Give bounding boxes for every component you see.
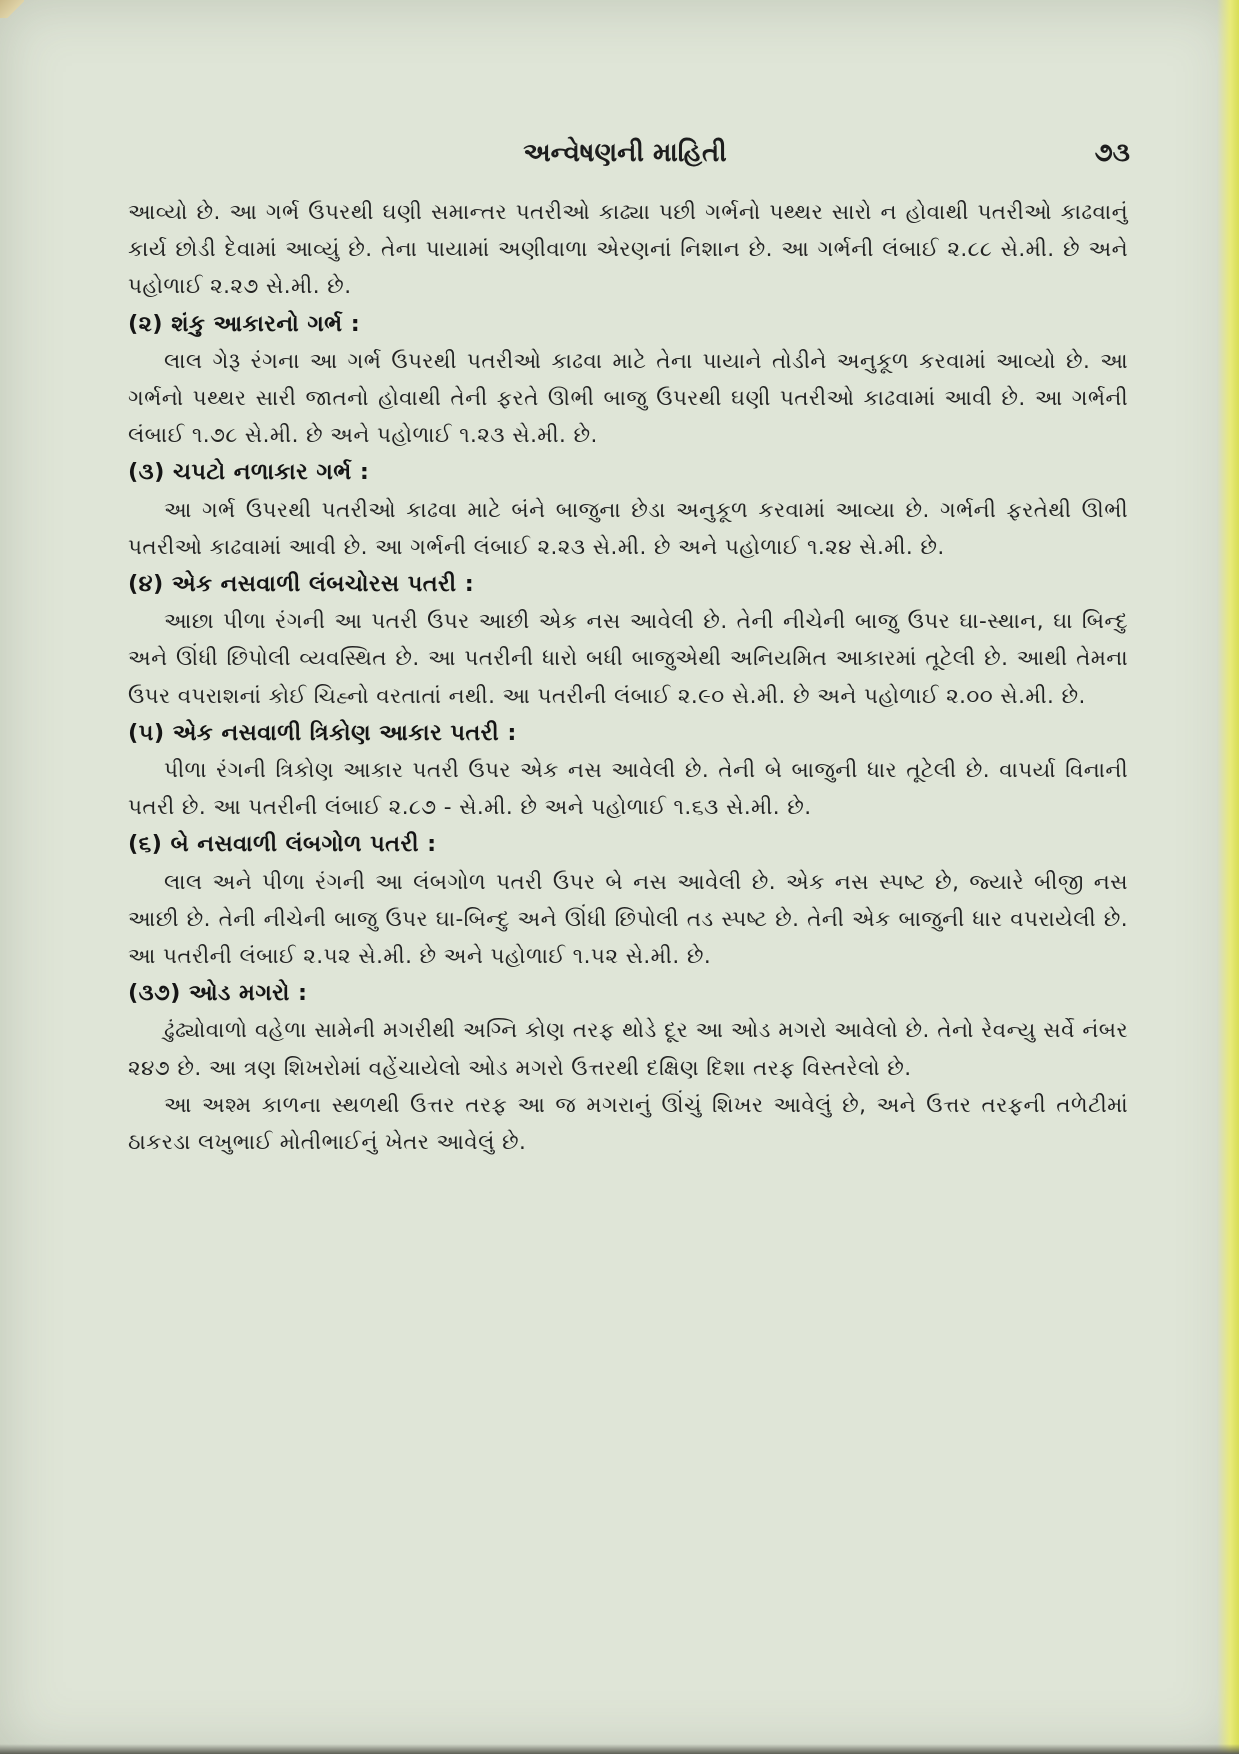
intro-paragraph: આવ્યો છે. આ ગર્ભ ઉપરથી ઘણી સમાન્તર પતરીઓ કાઢ્યા પછી ગર્ભનો પથ્થર સારો ન હોવાથી પતરીઓ કાઢવાનું કાર્ય છોડી દેવામાં આવ્યું છે. તેના પાયામાં અણીવાળા એરણનાં નિશાન છે. આ ગર્ભની લંબાઈ ૨.૮૮ સે.મી. છે અને પહોળાઈ ૨.૨૭ સે.મી. છે. xyxy=(128,200,1128,300)
section-3-body: આ ગર્ભ ઉપરથી પતરીઓ કાઢવા માટે બંને બાજુના છેડા અનુકૂળ કરવામાં આવ્યા છે. ગર્ભની ફરતેથી ઊભી પતરીઓ કાઢવામાં આવી છે. આ ગર્ભની લંબાઈ ૨.૨૩ સે.મી. છે અને પહોળાઈ ૧.૨૪ સે.મી. છે. xyxy=(128,497,1128,560)
section-4-heading: (૪) એક નસવાળી લંબચોરસ પતરી : xyxy=(128,571,475,598)
section-4-body: આછા પીળા રંગની આ પતરી ઉપર આછી એક નસ આવેલી છે. તેની નીચેની બાજુ ઉપર ઘા-સ્થાન, ઘા બિન્દુ અને ઊંધી છિપોલી વ્યવસ્થિત છે. આ પતરીની ધારો બધી બાજુએથી અનિયમિત આકારમાં તૂટેલી છે. આથી તેમના ઉપર વપરાશનાં કોઈ ચિહ્નો વરતાતાં નથી. આ પતરીની લંબાઈ ૨.૯૦ સે.મી. છે અને પહોળાઈ ૨.૦૦ સે.મી. છે. xyxy=(128,609,1128,709)
section-6-body: લાલ અને પીળા રંગની આ લંબગોળ પતરી ઉપર બે નસ આવેલી છે. એક નસ સ્પષ્ટ છે, જ્યારે બીજી નસ આછી છે. તેની નીચેની બાજુ ઉપર ઘા-બિન્દુ અને ઊંધી છિપોલી તડ સ્પષ્ટ છે. તેની એક બાજુની ધાર વપરાયેલી છે. આ પતરીની લંબાઈ ૨.૫૨ સે.મી. છે અને પહોળાઈ ૧.૫૨ સે.મી. છે. xyxy=(128,869,1128,970)
section-37-heading: (૩૭) ઓડ મગરો : xyxy=(128,980,308,1007)
page-right-edge xyxy=(1217,0,1239,1754)
page-header xyxy=(120,138,1130,178)
section-2-body: લાલ ગેરૂ રંગના આ ગર્ભ ઉપરથી પતરીઓ કાઢવા માટે તેના પાયાને તોડીને અનુકૂળ કરવામાં આવ્યો છે. આ ગર્ભનો પથ્થર સારી જાતનો હોવાથી તેની ફરતે ઊભી બાજુ ઉપરથી ઘણી પતરીઓ કાઢવામાં આવી છે. આ ગર્ભની લંબાઈ ૧.૭૮ સે.મી. છે અને પહોળાઈ ૧.૨૩ સે.મી. છે. xyxy=(128,348,1128,449)
page-body xyxy=(128,194,1128,1161)
section-2-heading: (૨) શંકુ આકારનો ગર્ભ : xyxy=(128,310,361,337)
section-3-heading: (૩) ચપટો નળાકાર ગર્ભ : xyxy=(128,459,370,486)
page-bottom-edge xyxy=(0,1744,1239,1754)
section-5-body: પીળા રંગની ત્રિકોણ આકાર પતરી ઉપર એક નસ આવેલી છે. તેની બે બાજુની ધાર તૂટેલી છે. વાપર્યા વિનાની પતરી છે. આ પતરીની લંબાઈ ૨.૮૭ - સે.મી. છે અને પહોળાઈ ૧.૬૩ સે.મી. છે. xyxy=(128,758,1128,821)
running-title: અન્વેષણની માહિતી xyxy=(523,138,727,168)
section-37-body-2: આ અશ્મ કાળના સ્થળથી ઉત્તર તરફ આ જ મગરાનું ઊંચું શિખર આવેલું છે, અને ઉત્તર તરફની તળેટીમાં ઠાકરડા લખુભાઈ મોતીભાઈનું ખેતર આવેલું છે. xyxy=(128,1092,1128,1156)
section-6-heading: (૬) બે નસવાળી લંબગોળ પતરી : xyxy=(128,831,437,858)
section-37-body-1: ઢુંઢ્યોવાળો વહેળા સામેની મગરીથી અગ્નિ કોણ તરફ થોડે દૂર આ ઓડ મગરો આવેલો છે. તેનો રેવન્યુ સર્વે નંબર ૨૪૭ છે. આ ત્રણ શિખરોમાં વહેંચાયેલો ઓડ મગરો ઉત્તરથી દક્ષિણ દિશા તરફ વિસ્તરેલો છે. xyxy=(128,1018,1128,1081)
page-corner-mark xyxy=(0,0,24,18)
page-number: ૭૩ xyxy=(1094,138,1130,168)
section-5-heading: (૫) એક નસવાળી ત્રિકોણ આકાર પતરી : xyxy=(128,719,517,746)
